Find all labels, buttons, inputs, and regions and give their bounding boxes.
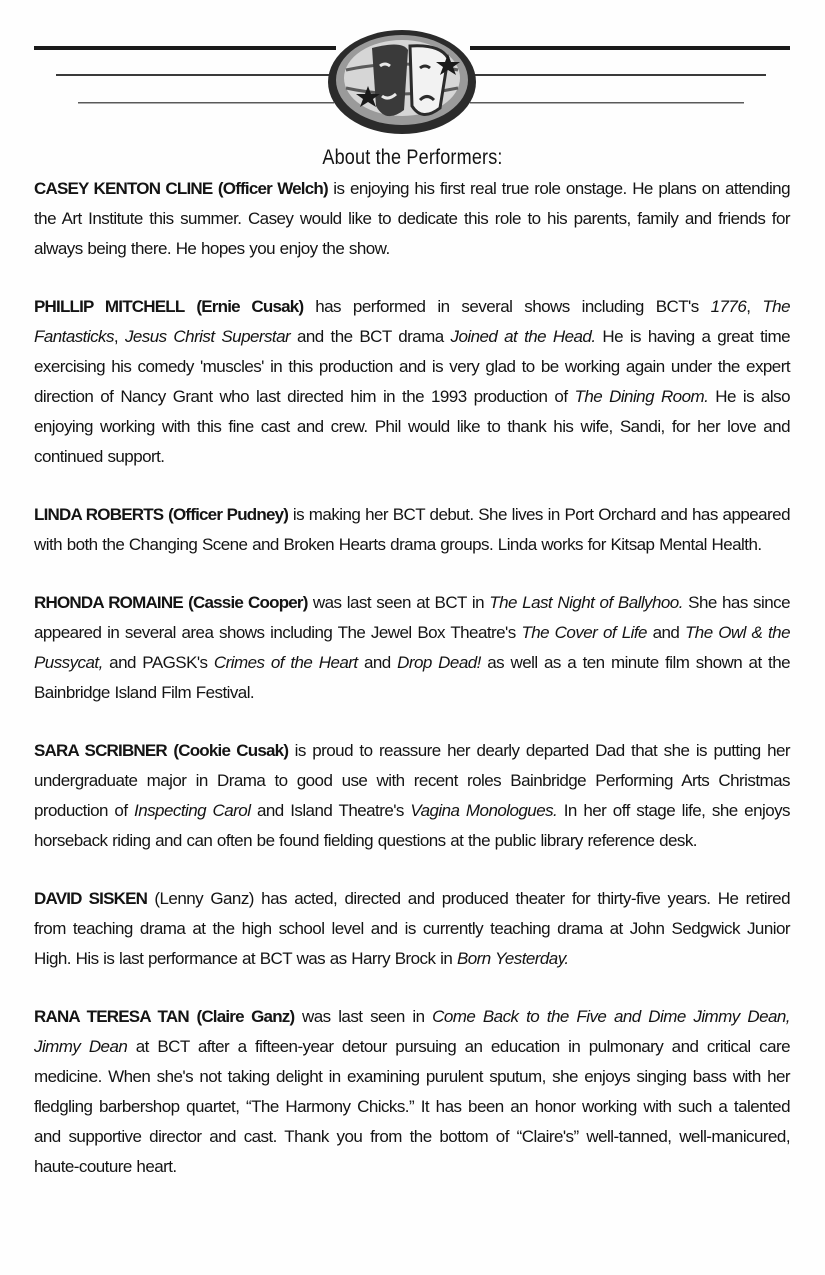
performer-role: (Officer Pudney) xyxy=(168,505,289,524)
rule-mid-left xyxy=(56,74,330,76)
performer-bio xyxy=(34,292,790,472)
production-title: Born Yesterday. xyxy=(456,949,569,968)
bio-text: has acted, directed and produced theater for thirty-five years. He retired from teaching drama at the high school level and is currently teaching drama at John Sedgwick Junior High. His is last performance at BCT was as Harry Brock in xyxy=(34,889,790,968)
rule-top-right xyxy=(470,46,790,50)
performer-bio xyxy=(34,736,790,856)
bio-text: , xyxy=(113,327,125,346)
performer-name: DAVID SISKEN xyxy=(34,889,148,908)
rule-low-left xyxy=(78,102,334,104)
production-title: The Last Night of Ballyhoo. xyxy=(489,593,683,612)
production-title: Come Back to the Five and Dime Jimmy Dean, Jimmy Dean xyxy=(34,1007,790,1056)
production-title: Drop Dead! xyxy=(397,653,481,672)
bio-text: and xyxy=(646,623,685,642)
production-title: 1776 xyxy=(710,297,747,316)
performer-role: (Claire Ganz) xyxy=(196,1007,295,1026)
bio-text: is making her BCT debut. She lives in Port Orchard and has appeared with both the Changing Scene and Broken Hearts drama groups. Linda works for Kitsap Mental Health. xyxy=(34,505,790,554)
bio-text: He is also enjoying working with this fine cast and crew. Phil would like to thank his wife, Sandi, for her love and continued support. xyxy=(34,387,790,466)
bio-text: He is having a great time exercising his comedy 'muscles' in this production and is very glad to be working again under the expert direction of Nancy Grant who last directed him in the 1993 production of xyxy=(34,327,790,406)
header-rules xyxy=(0,0,825,140)
performer-name: SARA SCRIBNER xyxy=(34,741,167,760)
bio-text: and PAGSK's xyxy=(102,653,214,672)
performer-name: RANA TERESA TAN xyxy=(34,1007,189,1026)
bio-text: has performed in several shows including BCT's xyxy=(303,297,711,316)
rule-mid-right xyxy=(474,74,766,76)
theatre-masks-emblem-icon xyxy=(328,30,476,134)
performer-name: LINDA ROBERTS xyxy=(34,505,164,524)
performer-role: (Lenny Ganz) xyxy=(154,889,254,908)
production-title: Inspecting Carol xyxy=(134,801,251,820)
production-title: The Fantasticks xyxy=(34,297,790,346)
bio-text: was last seen in xyxy=(294,1007,433,1026)
bio-text: and xyxy=(357,653,398,672)
performer-bios xyxy=(34,174,790,1210)
performer-bio xyxy=(34,1002,790,1182)
bio-text: and Island Theatre's xyxy=(250,801,411,820)
production-title: Crimes of the Heart xyxy=(213,653,358,672)
performer-bio xyxy=(34,500,790,560)
bio-text: was last seen at BCT in xyxy=(307,593,490,612)
performer-name: CASEY KENTON CLINE xyxy=(34,179,213,198)
performer-role: (Officer Welch) xyxy=(217,179,328,198)
performer-name: RHONDA ROMAINE xyxy=(34,593,183,612)
performer-role: (Cookie Cusak) xyxy=(173,741,289,760)
performer-bio xyxy=(34,174,790,264)
bio-text: is enjoying his first real true role onstage. He plans on attending the Art Institute this summer. Casey would like to dedicate this role to his parents, family and friends for always being there. He hopes you enjoy the show. xyxy=(34,179,790,258)
production-title: The Owl & the Pussycat, xyxy=(34,623,790,672)
bio-text: as well as a ten minute film shown at the Bainbridge Island Film Festival. xyxy=(34,653,791,702)
performer-name: PHILLIP MITCHELL xyxy=(34,297,185,316)
performer-bio xyxy=(34,884,790,974)
bio-text: , xyxy=(746,297,763,316)
bio-text: is proud to reassure her dearly departed Dad that she is putting her undergraduate major in Drama to good use with recent roles Bainbridge Performing Arts Christmas production of xyxy=(34,741,790,820)
bio-text: In her off stage life, she enjoys horseback riding and can often be found fielding questions at the public library reference desk. xyxy=(34,801,791,850)
bio-text: at BCT after a fifteen-year detour pursuing an education in pulmonary and critical care medicine. When she's not taking delight in examining purulent sputum, she enjoys singing bass with her fledgling barbershop quartet, “The Harmony Chicks.” It has been an honor working with such a talented and supportive director and cast. Thank you from the bottom of “Claire's” well-tanned, well-manicured, haute-couture heart. xyxy=(34,1037,790,1176)
production-title: Vagina Monologues. xyxy=(410,801,558,820)
performer-bio xyxy=(34,588,790,708)
bio-text: and the BCT drama xyxy=(290,327,451,346)
rule-top-left xyxy=(34,46,336,50)
production-title: The Cover of Life xyxy=(521,623,647,642)
production-title: Joined at the Head. xyxy=(450,327,596,346)
performer-role: (Cassie Cooper) xyxy=(188,593,308,612)
bio-text: She has since appeared in several area shows including The Jewel Box Theatre's xyxy=(34,593,790,642)
performer-role: (Ernie Cusak) xyxy=(196,297,304,316)
page-header-ornament xyxy=(0,0,825,140)
page-title: About the Performers: xyxy=(322,146,503,169)
production-title: The Dining Room. xyxy=(574,387,709,406)
rule-low-right xyxy=(470,102,744,104)
production-title: Jesus Christ Superstar xyxy=(124,327,291,346)
